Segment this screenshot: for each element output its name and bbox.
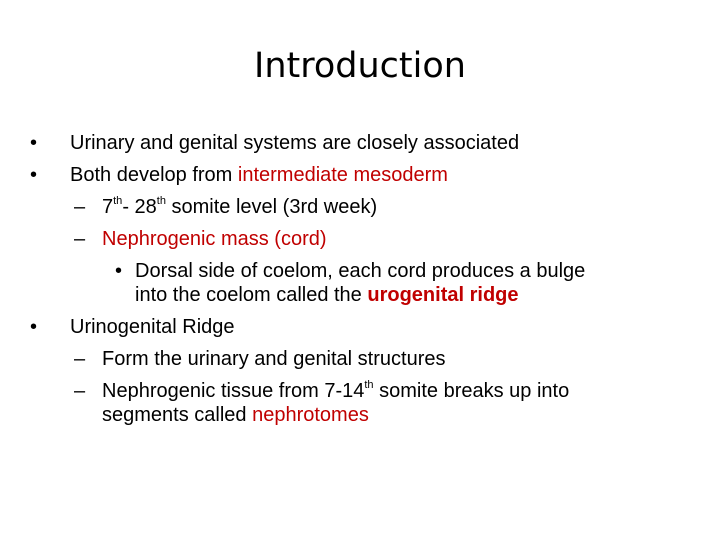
highlight-intermediate-mesoderm: intermediate mesoderm	[237, 164, 448, 186]
ordinal-suffix: th	[364, 379, 374, 391]
bullet-text	[70, 163, 448, 187]
sub-item-text	[102, 195, 377, 219]
sub-item-line1	[102, 379, 569, 403]
bullet-text-plain: Both develop from	[70, 164, 238, 186]
sub-item-line2	[102, 403, 369, 427]
sub-sub-item-line1: Dorsal side of coelom, each cord produces a bulge	[135, 260, 586, 282]
dash-marker: –	[74, 228, 86, 250]
sub-item-text: Form the urinary and genital structures	[102, 348, 446, 370]
bullet-marker: •	[115, 260, 123, 282]
bullet-marker: •	[30, 132, 38, 154]
somite-start: 7	[102, 196, 114, 218]
line1-plain: Nephrogenic tissue from 7-14	[102, 380, 365, 402]
ordinal-suffix: th	[156, 195, 166, 207]
sub-item-text: Nephrogenic mass (cord)	[102, 228, 327, 250]
line1-rest: somite breaks up into	[373, 380, 570, 402]
line2-plain: segments called	[102, 404, 253, 426]
somite-rest: somite level (3rd week)	[165, 196, 378, 218]
bullet-text: Urinary and genital systems are closely associated	[70, 132, 520, 154]
dash-marker: –	[74, 348, 86, 370]
ordinal-suffix: th	[113, 195, 123, 207]
sub-sub-item-line2	[135, 283, 519, 307]
bullet-marker: •	[30, 164, 38, 186]
bullet-text: Urinogenital Ridge	[70, 316, 235, 338]
dash-marker: –	[74, 380, 86, 402]
slide-title: Introduction	[254, 46, 466, 86]
highlight-urogenital-ridge: urogenital ridge	[367, 284, 519, 306]
dash-marker: –	[74, 196, 86, 218]
highlight-nephrotomes: nephrotomes	[252, 404, 369, 426]
somite-end: - 28	[122, 196, 157, 218]
line2-plain: into the coelom called the	[135, 284, 368, 306]
bullet-marker: •	[30, 316, 38, 338]
